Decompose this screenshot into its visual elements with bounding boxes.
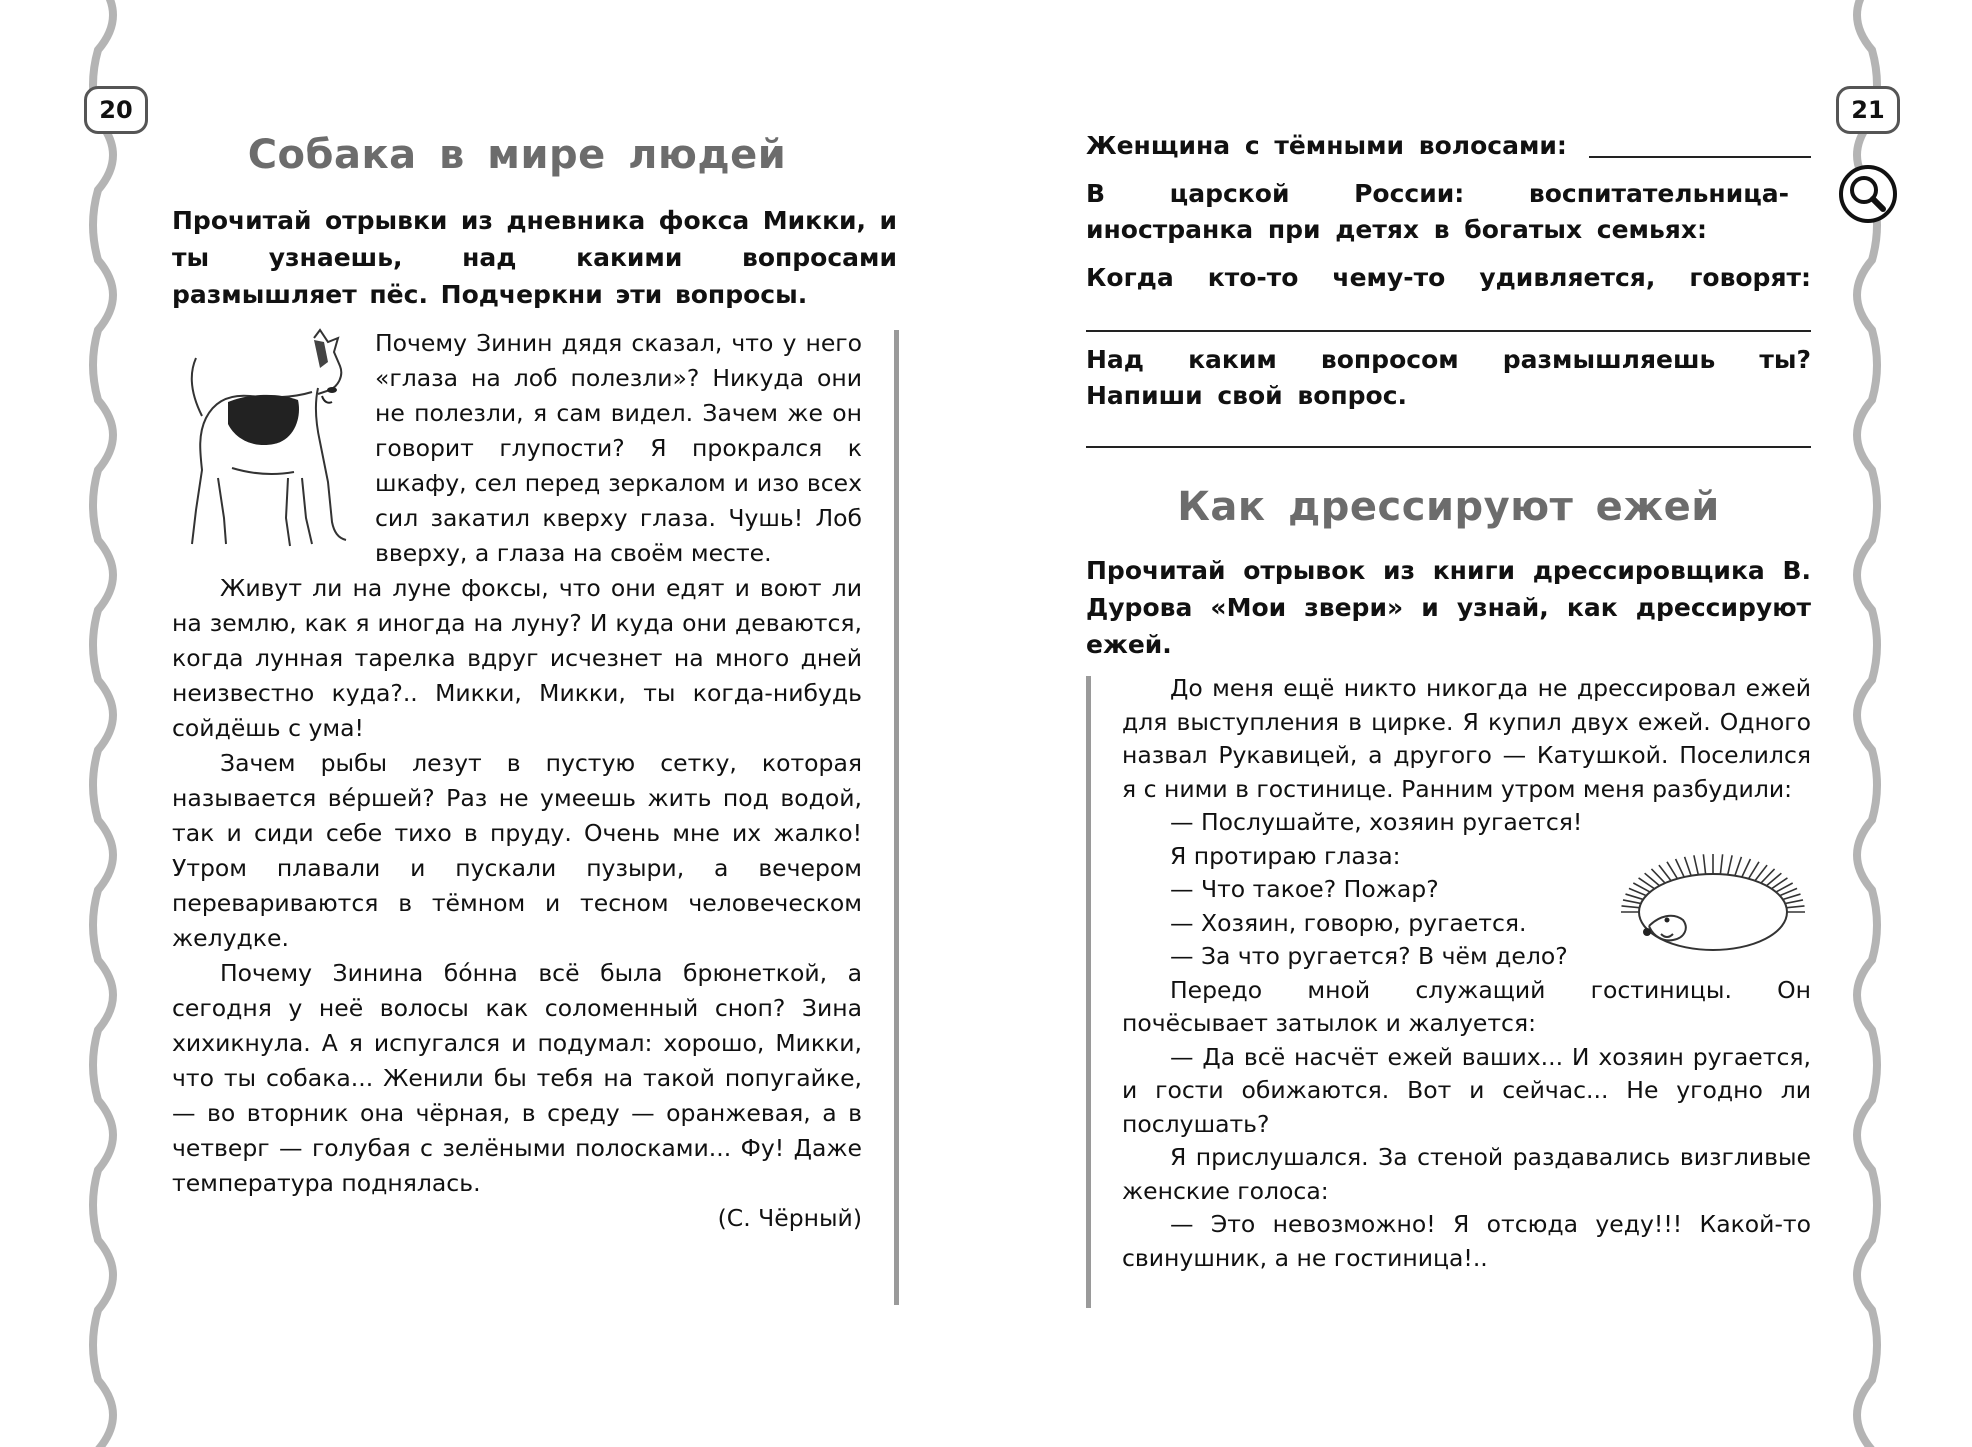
question-surprise [1086, 260, 1811, 296]
section-title: Как дрессируют ежей [1177, 484, 1720, 530]
question-word: удивляется, [1479, 263, 1656, 292]
dialog-line: — За что ругается? В чём дело? [1170, 942, 1568, 970]
task-instruction: Прочитай отрывок из книги дрессировщика В. Дурова «Мои звери» и узнай, как дрессируют ежей. [1086, 556, 1811, 659]
dialog-line: — Хозяин, говорю, ругается. [1170, 908, 1527, 937]
wavy-border-left [78, 0, 138, 1447]
story-text [172, 326, 862, 1236]
story-paragraph: Зачем рыбы лезут в пустую сетку, которая называется ве́ршей? Раз не умеешь жить под водой, так и сиди себе тихо в пруду. Очень мне их жалко! Утром плавали и пускали пузыри, а вечером перевариваются в тёмном и тесном человеческом желудке. [172, 749, 862, 952]
dialog-line: — Послушайте, хозяин ругается! [1170, 808, 1583, 836]
story-paragraph: Почему Зинина бо́нна всё была брюнеткой, а сегодня у неё волосы как соломенный сноп? Зина хихикнула. А я испугался и подумал: хорошо, Микки, что ты собака... Женили бы тебя на такой попугайке, — во вторник она чёрная, в среду — оранжевая, а в четверг — голубая с зелёными полосками... Фу! Даже температура поднялась. [172, 959, 862, 1197]
dialog-line: Я протираю глаза: [1170, 841, 1401, 870]
question-word: кто-то [1207, 263, 1299, 292]
story-paragraph: — Это невозможно! Я отсюда уеду!!! Какой-то свинушник, а не гостиница!.. [1122, 1210, 1811, 1272]
question-label: Женщина с тёмными волосами: [1086, 131, 1567, 160]
question-governess [1086, 176, 1811, 248]
magnifier-icon [1838, 164, 1898, 224]
question-label: В царской России: воспитательница-иностранка при детях в богатых семьях: [1086, 179, 1789, 244]
quote-bar [1086, 676, 1091, 1308]
excerpt-text [1122, 672, 1811, 1275]
dog-illustration [172, 328, 357, 550]
question-word: чему-то [1332, 263, 1446, 292]
quote-bar [894, 330, 899, 1305]
page-number-left: 20 [84, 86, 148, 134]
story-paragraph: До меня ещё никто никогда не дрессировал ежей для выступления в цирке. Я купил двух ежей. Одного назвал Рукавицей, а другого — Катушкой. Поселился я с ними в гостинице. Ранним утром меня разбудили: [1122, 674, 1811, 803]
dialog-line: — Что такое? Пожар? [1170, 875, 1439, 903]
hedgehog-illustration [1621, 814, 1811, 964]
answer-line[interactable] [1589, 156, 1811, 158]
story-paragraph: — Да всё насчёт ежей ваших... И хозяин ругается, и гости обижаются. Вот и сейчас... Не угодно ли послушать? [1122, 1042, 1811, 1138]
author-credit: (С. Чёрный) [717, 1204, 862, 1232]
story-paragraph: Я прислушался. За стеной раздавались визгливые женские голоса: [1122, 1143, 1811, 1205]
story-paragraph: Живут ли на луне фоксы, что они едят и воют ли на землю, как я иногда на луну? И куда они деваются, когда лунная тарелка вдруг исчезнет на много дней неизвестно куда?.. Микки, Микки, ты когда-нибудь сойдёшь с ума! [172, 574, 862, 742]
answer-line[interactable] [1086, 330, 1811, 332]
question-word: говорят: [1689, 263, 1811, 292]
question-word: Когда [1086, 263, 1174, 292]
page-title: Собака в мире людей [247, 132, 787, 178]
question-dark-hair [1086, 128, 1811, 164]
story-paragraph: Почему Зинин дядя сказал, что у него «глаза на лоб полезли»? Никуда они не полезли, я сам видел. Зачем же он говорит глупости? Я прокрался к шкафу, сел перед зеркалом и изо всех сил закатил кверху глаза. Чушь! Лоб вверху, а глаза на своём месте. [375, 329, 862, 567]
page-number-right: 21 [1836, 86, 1900, 134]
own-question-task: Над каким вопросом размышляешь ты? Напиши свой вопрос. [1086, 345, 1811, 410]
story-paragraph: Передо мной служащий гостиницы. Он почёсывает затылок и жалуется: [1122, 975, 1811, 1037]
answer-line[interactable] [1086, 446, 1811, 448]
task-instruction: Прочитай отрывки из дневника фокса Микки, и ты узнаешь, над какими вопросами размышляет пёс. Подчеркни эти вопросы. [172, 206, 897, 309]
